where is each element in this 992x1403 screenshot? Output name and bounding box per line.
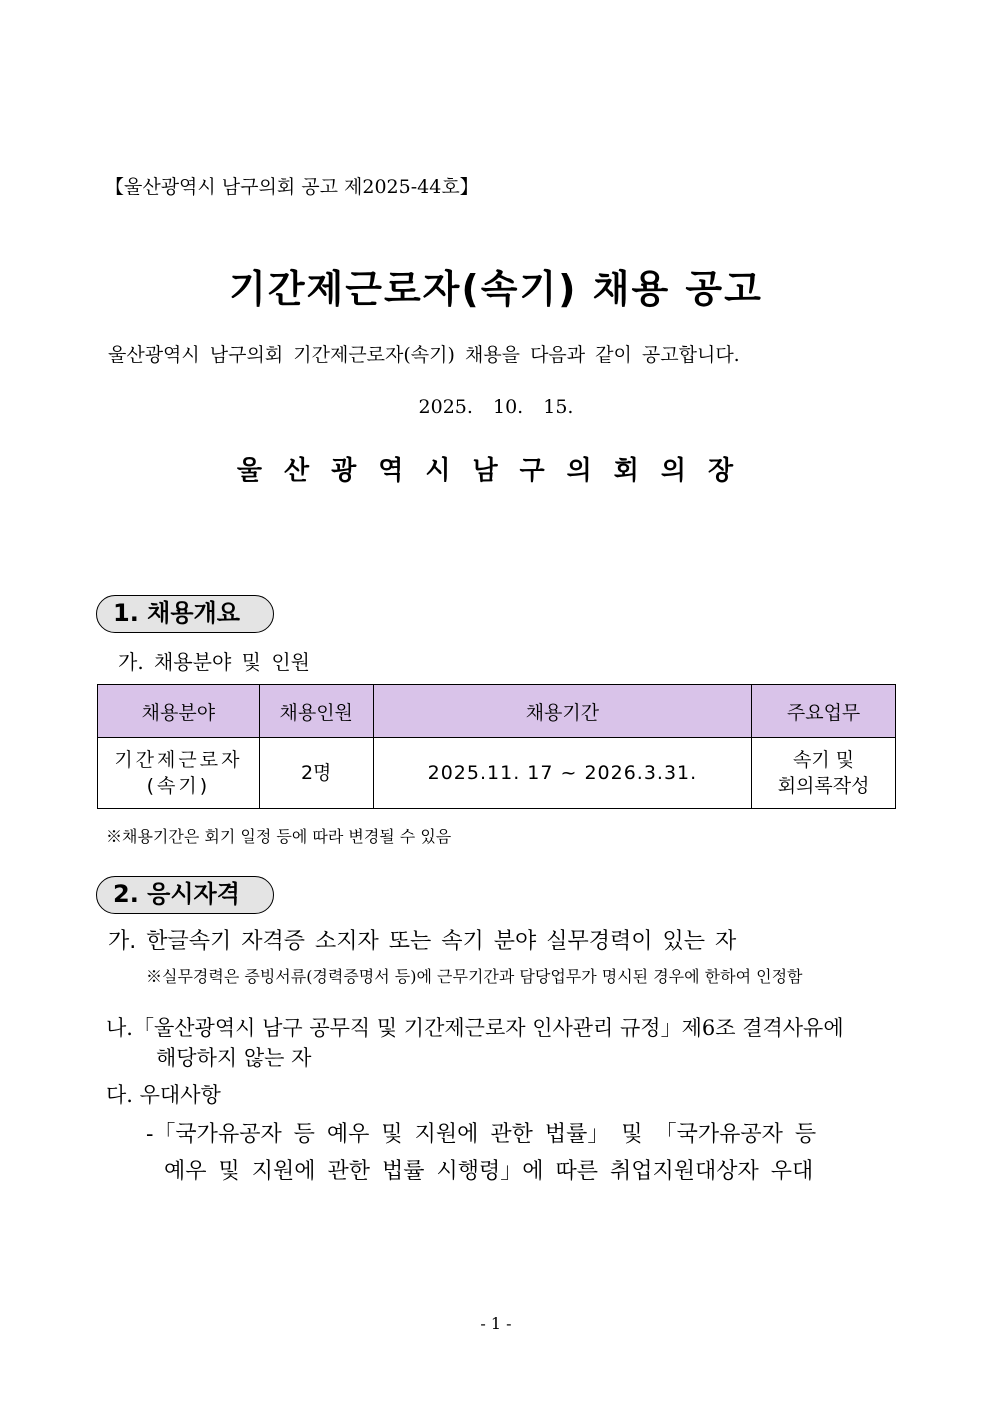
recruitment-table [97, 684, 896, 809]
page-number: - 1 - [480, 1314, 512, 1333]
intro-text: 울산광역시 남구의회 기간제근로자(속기) 채용을 다음과 같이 공고합니다. [108, 344, 740, 366]
qualification-item-a-note: ※실무경력은 증빙서류(경력증명서 등)에 근무기간과 담당업무가 명시된 경우에 한하여 인정함 [146, 967, 803, 986]
column-header-period: 채용기간 [373, 685, 752, 738]
preference-line2: 예우 및 지원에 관한 법률 시행령」에 따른 취업지원대상자 우대 [164, 1159, 814, 1184]
subsection-field-and-count: 가. 채용분야 및 인원 [118, 650, 310, 674]
cell-field [98, 738, 260, 809]
qualification-item-a: 가. 한글속기 자격증 소지자 또는 속기 분야 실무경력이 있는 자 [108, 929, 737, 954]
notice-number: 【울산광역시 남구의회 공고 제2025-44호】 [105, 176, 479, 198]
issuer-name: 울산광역시남구의회의장 [236, 456, 756, 486]
column-header-field: 채용분야 [98, 685, 260, 738]
cell-duty [752, 738, 896, 809]
section-heading-qualifications: 2. 응시자격 [96, 876, 274, 914]
period-change-note: ※채용기간은 회기 일정 등에 따라 변경될 수 있음 [106, 827, 452, 846]
section-heading-overview: 1. 채용개요 [96, 595, 274, 633]
cell-duty-line1: 속기 및 [793, 749, 855, 771]
column-header-duty: 주요업무 [752, 685, 896, 738]
cell-field-line1: 기간제근로자 [114, 749, 243, 771]
notice-date: 2025. 10. 15. [418, 396, 574, 418]
column-header-count: 채용인원 [259, 685, 373, 738]
cell-field-line2: (속기) [146, 775, 211, 797]
cell-period: 2025.11. 17 ~ 2026.3.31. [373, 738, 752, 809]
table-header-row [98, 685, 896, 738]
table-row [98, 738, 896, 809]
qualification-item-b-line2: 해당하지 않는 자 [156, 1046, 312, 1070]
cell-count: 2명 [259, 738, 373, 809]
page-title: 기간제근로자(속기) 채용 공고 [229, 267, 763, 311]
qualification-item-b-line1: 나.「울산광역시 남구 공무직 및 기간제근로자 인사관리 규정」제6조 결격사유에 [106, 1016, 844, 1040]
qualification-item-c: 다. 우대사항 [106, 1083, 221, 1107]
cell-duty-line2: 회의록작성 [777, 775, 870, 797]
preference-line1: -「국가유공자 등 예우 및 지원에 관한 법률」 및 「국가유공자 등 [146, 1122, 817, 1147]
